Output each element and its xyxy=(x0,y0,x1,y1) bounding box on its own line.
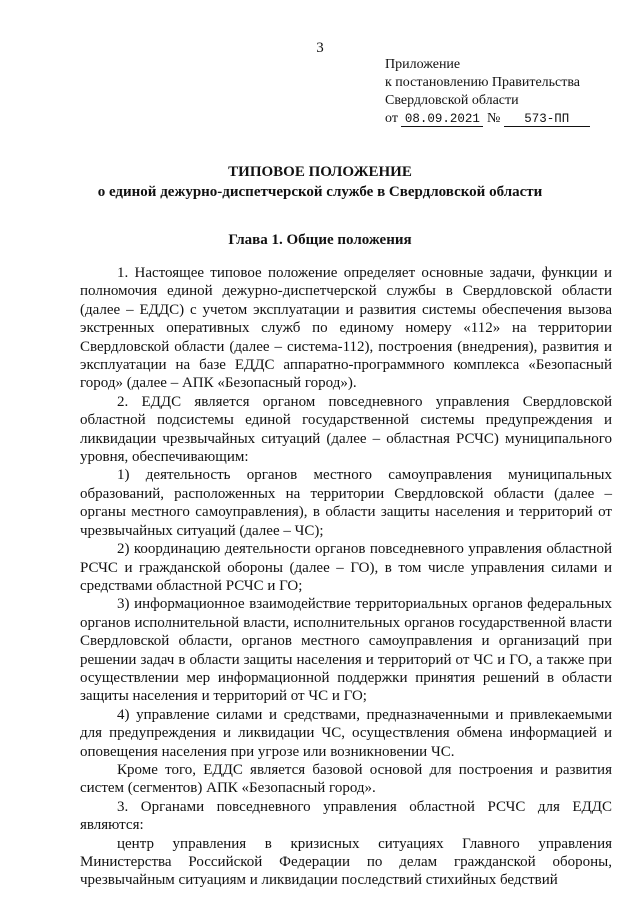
paragraph: 3) информационное взаимодействие территориальных органов федеральных органов исполнительной власти, исполнительных органов государственной власти Свердловской области, органов местного самоуправления и организаций при решении задач в области защиты населения и территорий от ЧС и ГО, а также при осуществлении мер информационной поддержки принятия решений в области защиты населения и территорий от ЧС и ГО; xyxy=(80,596,612,705)
paragraph: центр управления в кризисных ситуациях Главного управления Министерства Российской Федерации по делам гражданской обороны, чрезвычайным ситуациям и ликвидации последствий стихийных бедствий xyxy=(80,835,612,889)
appendix-header xyxy=(385,56,590,128)
paragraph: 2. ЕДДС является органом повседневного управления Свердловской областной подсистемы единой государственной системы предупреждения и ликвидации чрезвычайных ситуаций (далее – областная РСЧС) муниципального уровня, обеспечивающим: xyxy=(80,393,612,466)
appendix-date-line xyxy=(385,110,590,128)
number-prefix: № xyxy=(486,111,501,126)
decree-number: 573-ПП xyxy=(504,112,590,127)
title-line-1: ТИПОВОЕ ПОЛОЖЕНИЕ xyxy=(228,164,412,180)
body-text xyxy=(80,264,612,890)
date-prefix: от xyxy=(385,111,398,126)
paragraph: 1) деятельность органов местного самоуправления муниципальных образований, расположенных на территории Свердловской области (далее – органы местного самоуправления), в области защиты населения и территорий от чрезвычайных ситуаций (далее – ЧС); xyxy=(80,467,612,539)
appendix-line-3: Свердловской области xyxy=(385,93,519,108)
chapter-heading: Глава 1. Общие положения xyxy=(228,232,412,248)
paragraph: 2) координацию деятельности органов повседневного управления областной РСЧС и гражданской обороны (далее – ГО), в том числе управления силами и средствами областной РСЧС и ГО; xyxy=(80,541,612,594)
paragraph: Кроме того, ЕДДС является базовой основой для построения и развития систем (сегментов) АПК «Безопасный город». xyxy=(80,761,612,797)
document-title xyxy=(0,162,640,202)
decree-date: 08.09.2021 xyxy=(401,112,483,127)
paragraph: 1. Настоящее типовое положение определяет основные задачи, функции и полномочия единой дежурно-диспетчерской службы в Свердловской области (далее – ЕДДС) с учетом эксплуатации и развития системы обеспечения вызова экстренных оперативных служб по единому номеру «112» на территории Свердловской области (далее – система-112), построения (внедрения), развития и эксплуатации на базе ЕДДС аппаратно-программного комплекса «Безопасный город» (далее – АПК «Безопасный город»). xyxy=(80,265,612,392)
title-line-2: о единой дежурно-диспетчерской службе в Свердловской области xyxy=(97,184,543,200)
appendix-line-1: Приложение xyxy=(385,57,461,72)
appendix-line-2: к постановлению Правительства xyxy=(385,75,581,90)
paragraph: 4) управление силами и средствами, предназначенными и привлекаемыми для предупреждения и ликвидации ЧС, осуществления обмена информацией и оповещения населения при угрозе или возникновении ЧС. xyxy=(80,706,612,760)
page-number: 3 xyxy=(316,40,324,56)
paragraph: 3. Органами повседневного управления областной РСЧС для ЕДДС являются: xyxy=(80,798,612,834)
